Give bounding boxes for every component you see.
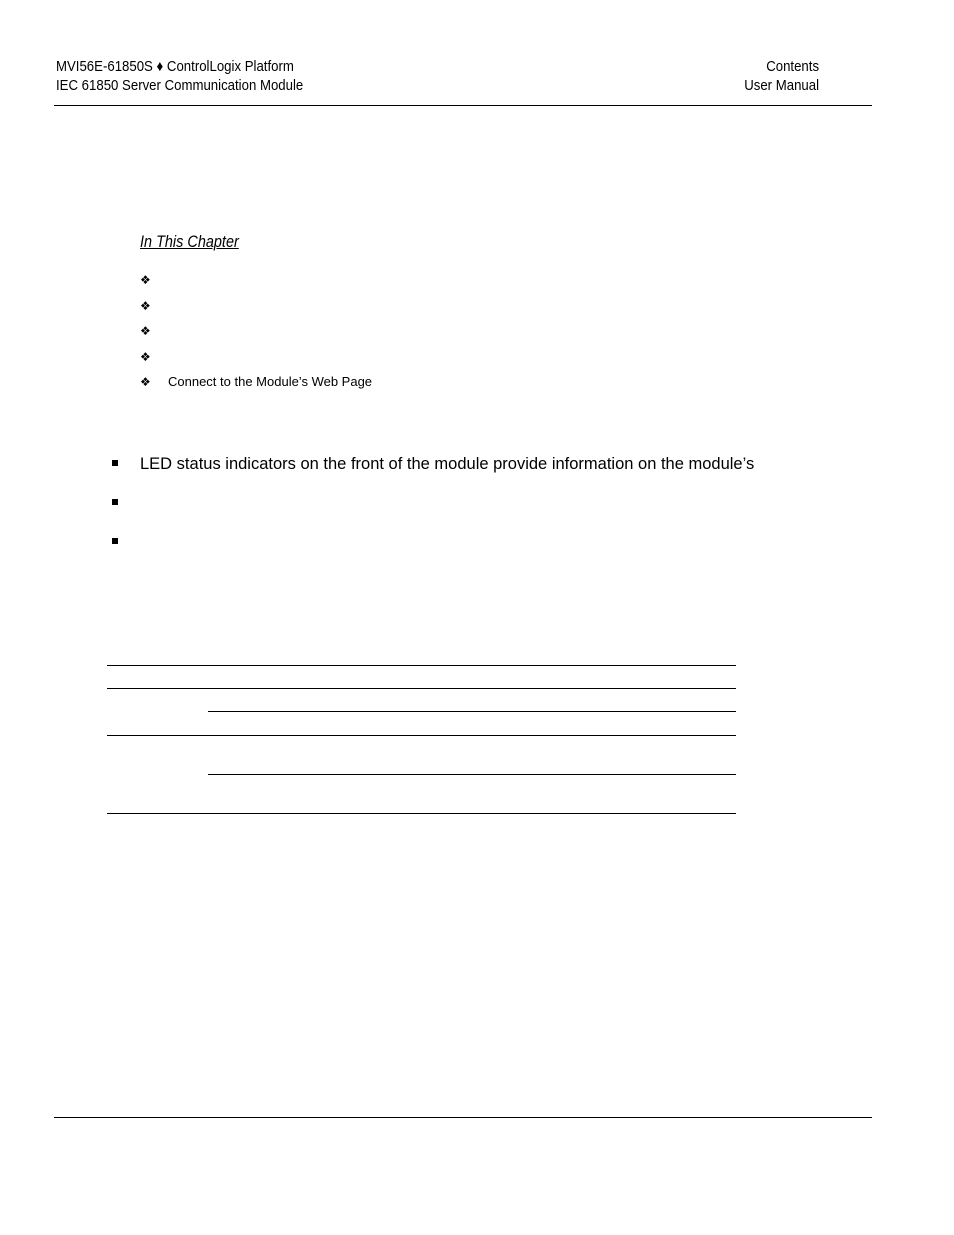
body-bullet-text: LED status indicators on the front of the module provide information on the module’s (140, 455, 755, 473)
diamond-bullet-icon: ❖ (140, 273, 151, 287)
header-product-title: MVI56E-61850S ♦ ControlLogix Platform (56, 58, 294, 75)
table-group-rule (107, 735, 736, 736)
diamond-bullet-icon: ❖ (140, 375, 151, 389)
chapter-list-item[interactable] (140, 372, 372, 392)
header-product-subtitle: IEC 61850 Server Communication Module (56, 77, 304, 94)
header-section: Contents (766, 58, 819, 75)
table-row-rule (208, 774, 736, 775)
header-left (56, 57, 303, 95)
chapter-list-item[interactable] (140, 296, 168, 316)
body-bullet-item (112, 491, 140, 515)
diamond-bullet-icon: ❖ (140, 324, 151, 338)
square-bullet-icon (112, 499, 118, 505)
chapter-list-item[interactable] (140, 270, 168, 290)
table-row-rule (208, 711, 736, 712)
header-doc-type: User Manual (744, 77, 819, 94)
diamond-bullet-icon: ❖ (140, 299, 151, 313)
body-bullet-item (112, 452, 754, 476)
table-header-rule (107, 688, 736, 689)
footer-divider (54, 1117, 872, 1118)
chapter-title[interactable]: In This Chapter (140, 232, 239, 251)
diamond-bullet-icon: ❖ (140, 350, 151, 364)
table-top-rule (107, 665, 736, 666)
body-bullet-item (112, 530, 140, 554)
table-bottom-rule (107, 813, 736, 814)
chapter-link[interactable]: Connect to the Module’s Web Page (168, 374, 373, 389)
chapter-list-item[interactable] (140, 321, 168, 341)
square-bullet-icon (112, 538, 118, 544)
header-divider (54, 105, 872, 106)
chapter-list-item[interactable] (140, 347, 168, 367)
square-bullet-icon (112, 460, 118, 466)
header-right (744, 57, 819, 95)
